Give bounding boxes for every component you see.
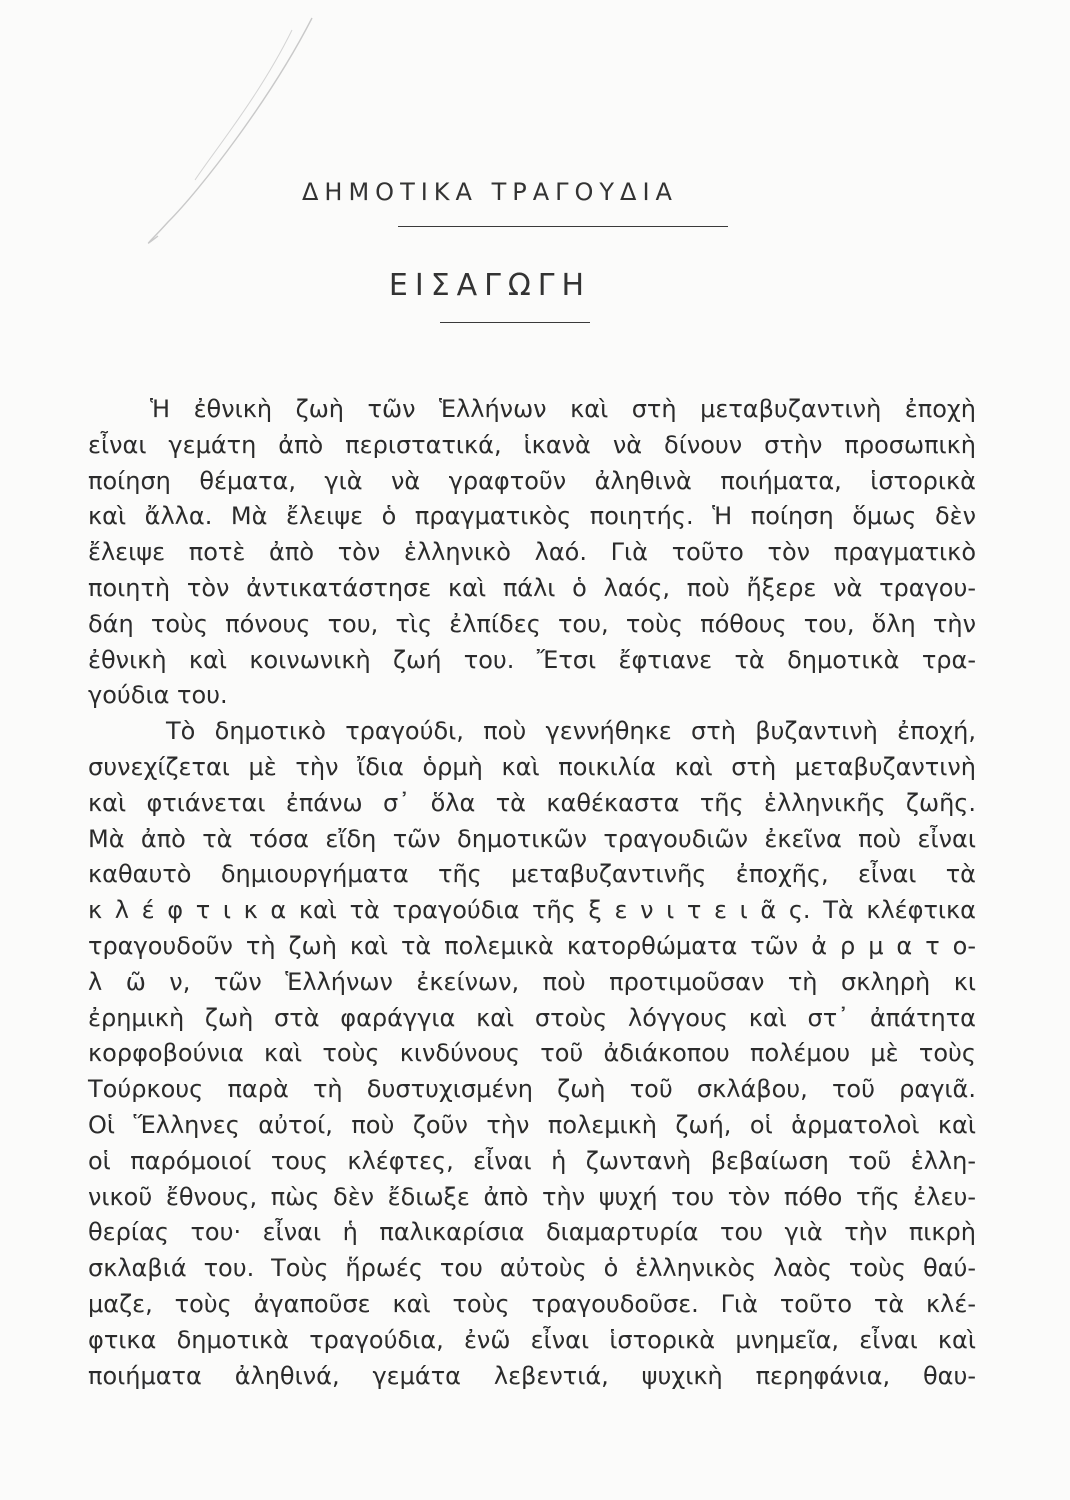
text-line: ποίηση θέματα, γιὰ νὰ γραφτοῦν ἀληθινὰ ποιήματα, ἱστορικὰ: [88, 466, 976, 495]
text-line: Μὰ ἀπὸ τὰ τόσα εἴδη τῶν δημοτικῶν τραγουδιῶν ἐκεῖνα ποὺ εἶναι: [88, 824, 976, 853]
text-line: λ ῶ ν, τῶν Ἑλλήνων ἐκείνων, ποὺ προτιμοῦσαν τὴ σκληρὴ κι: [88, 967, 976, 996]
text-line: ἐθνικὴ καὶ κοινωνικὴ ζωή του. Ἔτσι ἔφτιανε τὰ δημοτικὰ τρα-: [88, 645, 976, 674]
text-line: οἱ παρόμοιοί τους κλέφτες, εἶναι ἡ ζωντανὴ βεβαίωση τοῦ ἑλλη-: [88, 1146, 976, 1175]
text-line: εἶναι γεμάτη ἀπὸ περιστατικά, ἱκανὰ νὰ δίνουν στὴν προσωπικὴ: [88, 430, 976, 459]
section-title: ΕΙΣΑΓΩΓΗ: [388, 268, 592, 303]
text-line: δάη τοὺς πόνους του, τὶς ἐλπίδες του, τοὺς πόθους του, ὅλη τὴν: [88, 609, 976, 638]
paragraph-1: [88, 392, 976, 714]
text-line: καὶ φτιάνεται ἐπάνω σ᾽ ὅλα τὰ καθέκαστα τῆς ἑλληνικῆς ζωῆς.: [88, 788, 976, 817]
text-line: κορφοβούνια καὶ τοὺς κινδύνους τοῦ ἀδιάκοπου πολέμου μὲ τοὺς: [88, 1039, 976, 1068]
text-line: κ λ έ φ τ ι κ α καὶ τὰ τραγούδια τῆς ξ ε ν ι τ ε ι ᾶ ς. Τὰ κλέφτικα: [88, 896, 976, 925]
text-line: τραγουδοῦν τὴ ζωὴ καὶ τὰ πολεμικὰ κατορθώματα τῶν ἀ ρ μ α τ ο-: [88, 931, 976, 960]
text-line: ποιητὴ τὸν ἀντικατάστησε καὶ πάλι ὁ λαός, ποὺ ἤξερε νὰ τραγου-: [88, 573, 976, 602]
text-line: συνεχίζεται μὲ τὴν ἴδια ὁρμὴ καὶ ποικιλία καὶ στὴ μεταβυζαντινὴ: [88, 752, 976, 781]
text-line: Ἡ ἐθνικὴ ζωὴ τῶν Ἑλλήνων καὶ στὴ μεταβυζαντινὴ ἐποχὴ: [150, 395, 976, 423]
text-line: ποιήματα ἀληθινά, γεμάτα λεβεντιά, ψυχικὴ περηφάνια, θαυ-: [88, 1361, 976, 1390]
chapter-title-underline: [398, 226, 728, 227]
chapter-title: ΔΗΜΟΤΙΚΑ ΤΡΑΓΟΥΔΙΑ: [302, 178, 678, 206]
text-line: ἐρημικὴ ζωὴ στὰ φαράγγια καὶ στοὺς λόγγους καὶ στ᾽ ἀπάτητα: [88, 1003, 976, 1032]
section-title-underline: [440, 322, 590, 323]
text-line: καθαυτὸ δημιουργήματα τῆς μεταβυζαντινῆς ἐποχῆς, εἶναι τὰ: [88, 860, 976, 889]
paragraph-2: [88, 714, 976, 1394]
text-line: γούδια του.: [88, 681, 228, 710]
text-line: μαζε, τοὺς ἀγαποῦσε καὶ τοὺς τραγουδοῦσε. Γιὰ τοῦτο τὰ κλέ-: [88, 1289, 976, 1318]
text-line: ἔλειψε ποτὲ ἀπὸ τὸν ἑλληνικὸ λαό. Γιὰ τοῦτο τὸν πραγματικὸ: [88, 538, 976, 567]
text-line: καὶ ἄλλα. Μὰ ἔλειψε ὁ πραγματικὸς ποιητής. Ἡ ποίηση ὅμως δὲν: [88, 502, 976, 531]
text-line: σκλαβιά του. Τοὺς ἥρωές του αὐτοὺς ὁ ἑλληνικὸς λαὸς τοὺς θαύ-: [88, 1254, 976, 1283]
text-line: θερίας του· εἶναι ἡ παλικαρίσια διαμαρτυρία του γιὰ τὴν πικρὴ: [88, 1218, 976, 1247]
body-text: [88, 392, 976, 1394]
text-line: Οἱ Ἕλληνες αὐτοί, ποὺ ζοῦν τὴν πολεμικὴ ζωή, οἱ ἁρματολοὶ καὶ: [88, 1110, 976, 1139]
text-line: φτικα δημοτικὰ τραγούδια, ἐνῶ εἶναι ἱστορικὰ μνημεῖα, εἶναι καὶ: [88, 1325, 976, 1354]
text-line: Τούρκους παρὰ τὴ δυστυχισμένη ζωὴ τοῦ σκλάβου, τοῦ ραγιᾶ.: [88, 1075, 976, 1104]
text-line: Τὸ δημοτικὸ τραγούδι, ποὺ γεννήθηκε στὴ βυζαντινὴ ἐποχή,: [166, 717, 976, 746]
text-line: νικοῦ ἔθνους, πὼς δὲν ἔδιωξε ἀπὸ τὴν ψυχή του τὸν πόθο τῆς ἐλευ-: [88, 1182, 976, 1211]
